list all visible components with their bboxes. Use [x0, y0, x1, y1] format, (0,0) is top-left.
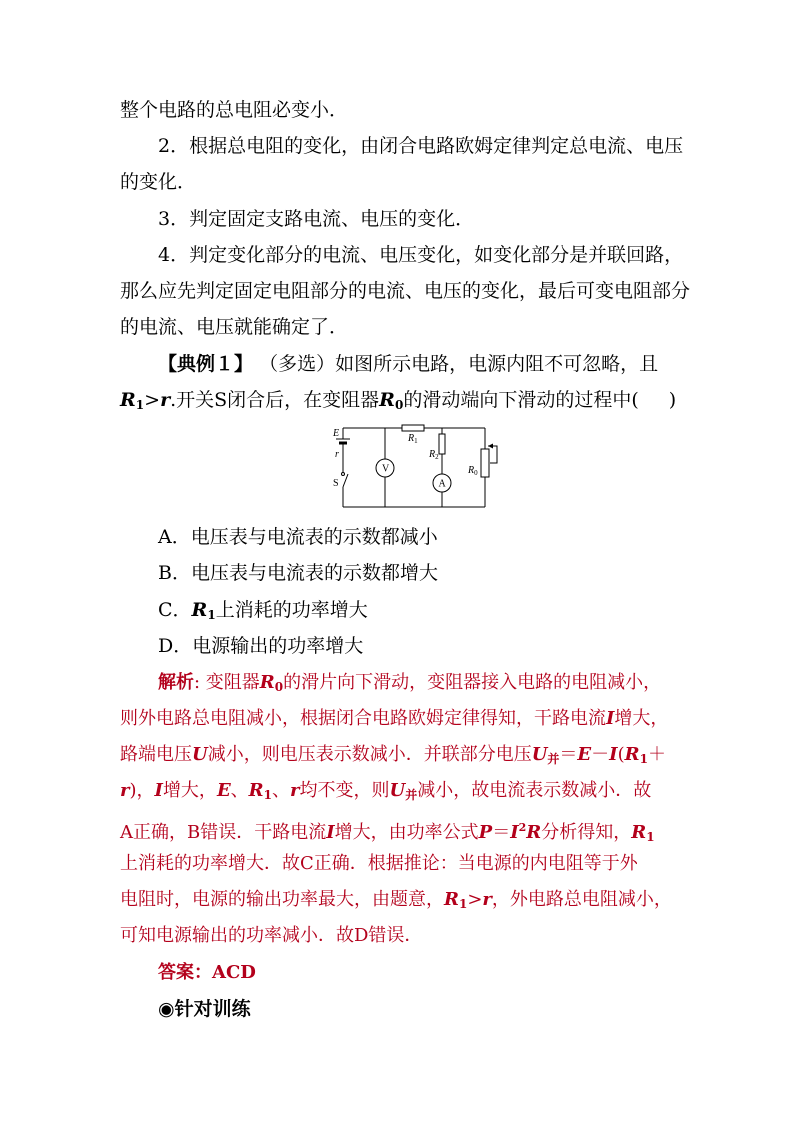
paragraph-line: 的电流、电压就能确定了． [120, 316, 349, 338]
label-r: r [335, 449, 339, 460]
example-question-line: 【典例１】 （多选）如图所示电路，电源内阻不可忽略，且 [158, 353, 659, 375]
example-label: 【典例１】 [158, 353, 254, 375]
analysis-line: 路端电压U减小，则电压表示数减小．并联部分电压$U_并=E-I(R_1+$ [120, 744, 666, 766]
slider-arrow-icon [488, 444, 493, 449]
paragraph-line: 4．判定变化部分的电流、电压变化，如变化部分是并联回路， [158, 244, 684, 266]
answer-value: ACD [212, 962, 256, 983]
option-a: A．电压表与电流表的示数都减小 [158, 526, 438, 548]
label-R1: $R_1$ [408, 433, 418, 445]
option-d: D．电源输出的功率增大 [158, 635, 364, 657]
rheostat-r0 [481, 449, 489, 477]
label-R0: $R_0$ [468, 465, 478, 477]
option-b: B．电压表与电流表的示数都增大 [158, 562, 438, 584]
label-R2: $R_2$ [429, 449, 439, 461]
analysis-line: A正确，B错误．干路电流I增大，由功率公式$P=I^2R$分析得知，$R_1$ [120, 821, 655, 844]
section-heading: ◉针对训练 [158, 998, 251, 1020]
ammeter-label: A [438, 478, 446, 490]
analysis-line: r)，I增大，E、$R_1$、r均不变，则$U_并$减小，故电流表示数减小．故 [120, 780, 652, 802]
label-S: S [333, 478, 339, 489]
paragraph-line: 那么应先判定固定电阻部分的电流、电压的变化，最后可变电阻部分 [120, 280, 691, 302]
paragraph-line: 的变化． [120, 171, 197, 193]
resistor-r1 [402, 425, 424, 431]
paragraph-line: 整个电路的总电阻必变小． [120, 99, 349, 121]
analysis-line: 可知电源输出的功率减小．故D错误． [120, 925, 423, 946]
analysis-line: 解析: 变阻器$R_0$的滑片向下滑动，变阻器接入电路的电阻减小， [158, 672, 662, 694]
example-question-line: $R_1>r$.开关S闭合后，在变阻器$R_0$的滑动端向下滑动的过程中( ) [120, 389, 677, 412]
circuit-diagram [330, 420, 500, 520]
paragraph-line: 2．根据总电阻的变化，由闭合电路欧姆定律判定总电流、电压 [158, 135, 684, 157]
switch-contact-icon [342, 473, 345, 476]
answer-label: 答案： [158, 962, 212, 983]
resistor-r2 [439, 434, 445, 454]
option-c: C．$R_1$上消耗的功率增大 [158, 599, 368, 622]
analysis-line: 电阻时，电源的输出功率最大，由题意，$R_1>r$，外电路总电阻减小， [120, 889, 672, 911]
analysis-line: 上消耗的功率增大．故C正确．根据推论：当电源的内电阻等于外 [120, 853, 638, 874]
label-E: E [333, 428, 340, 439]
analysis-line: 则外电路总电阻减小，根据闭合电路欧姆定律得知，干路电流I增大， [120, 708, 669, 729]
analysis-label: 解析 [158, 672, 194, 693]
answer-line [0, 960, 794, 986]
paragraph-line: 3．判定固定支路电流、电压的变化． [158, 208, 475, 230]
voltmeter-label: V [382, 463, 390, 475]
